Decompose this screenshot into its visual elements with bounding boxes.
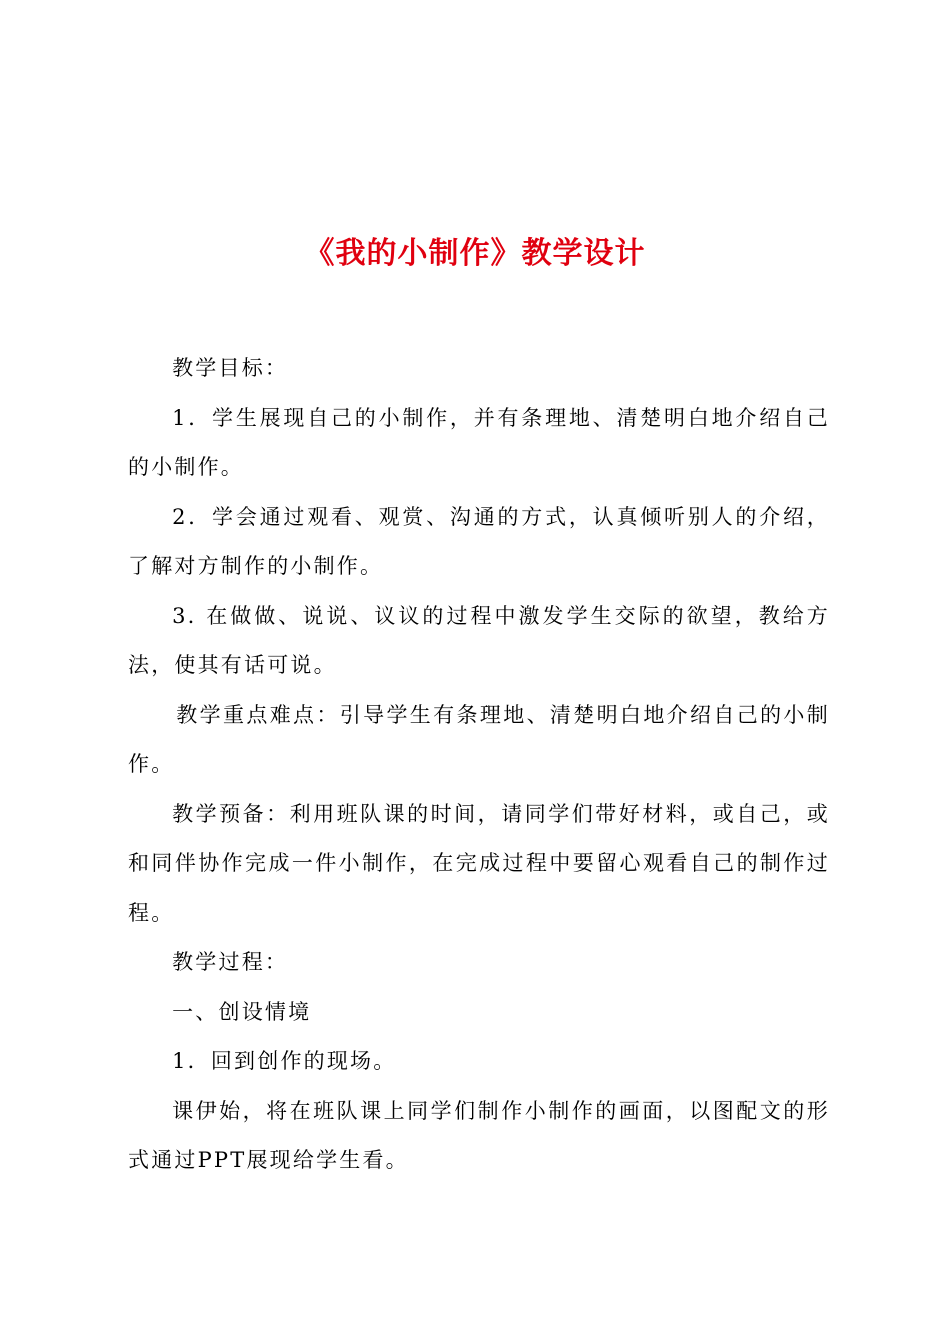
paragraph-objectives-heading: 教学目标：: [172, 356, 289, 380]
paragraph-objective-1: 1．学生展现自己的小制作，并有条理地、清楚明白地介绍自己的小制作。: [128, 405, 830, 479]
paragraph-objective-2: 2．学会通过观看、观赏、沟通的方式，认真倾听别人的介绍，了解对方制作的小制作。: [128, 504, 830, 578]
paragraph-intro-description: 课伊始，将在班队课上同学们制作小制作的画面，以图配文的形式通过PPT展现给学生看。: [128, 1098, 830, 1172]
paragraph-key-points: 教学重点难点：引导学生有条理地、清楚明白地介绍自己的小制作。: [128, 702, 830, 776]
paragraph-process-heading: 教学过程：: [172, 950, 289, 974]
document-title: 《我的小制作》教学设计: [304, 236, 646, 272]
paragraph-objective-3: 3. 在做做、说说、议议的过程中激发学生交际的欲望，教给方法，使其有话可说。: [128, 603, 830, 677]
paragraph-preparation: 教学预备：利用班队课的时间，请同学们带好材料，或自己，或和同伴协作完成一件小制作，在完成过程中要留心观看自己的制作过程。: [128, 801, 830, 925]
paragraph-step-1: 1．回到创作的现场。: [172, 1049, 397, 1073]
paragraph-section-1-heading: 一、创设情境: [172, 999, 312, 1024]
document-body: [128, 344, 830, 1186]
